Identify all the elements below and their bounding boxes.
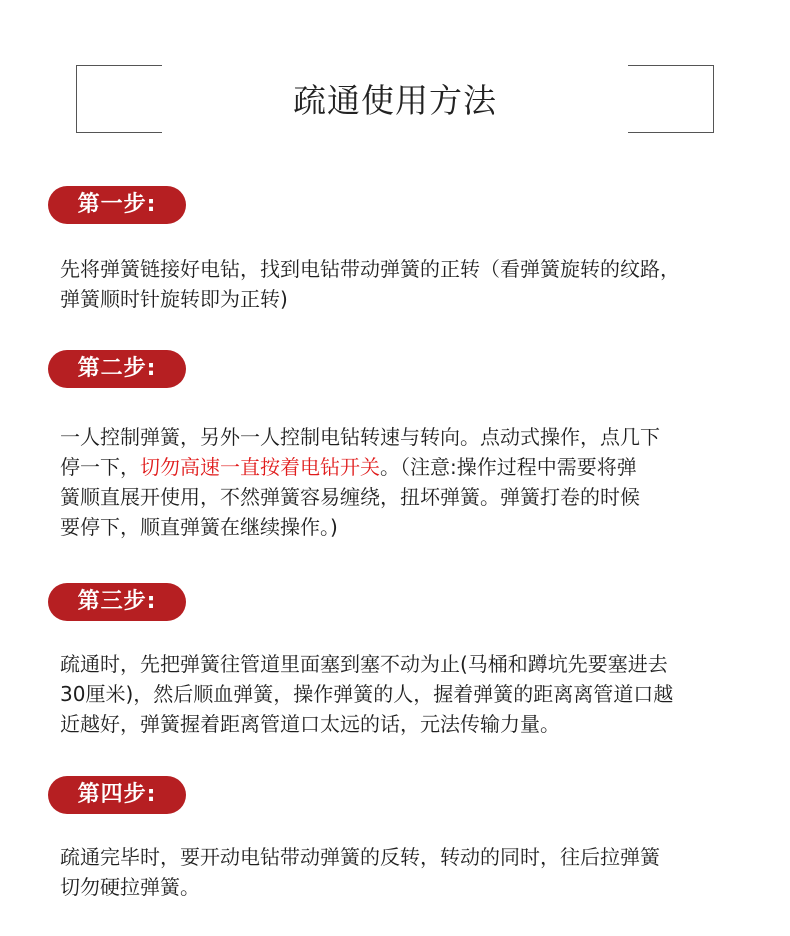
step-3-text xyxy=(60,649,780,739)
step-2-warning-text: 切勿高速一直按着电钻开关 xyxy=(140,455,380,479)
step-2-text xyxy=(60,422,780,542)
title-bracket-right xyxy=(628,65,714,133)
step-4-text-content: 疏通完毕时，要开动电钻带动弹簧的反转，转动的同时，往后拉弹簧 切勿硬拉弹簧。 xyxy=(60,845,660,899)
step-4-badge: 第四步: xyxy=(48,776,186,814)
step-2-text-before: 一人控制弹簧，另外一人控制电钻转速与转向。点动式操作，点几下 停一下， xyxy=(60,425,660,479)
step-1-text-content: 先将弹簧链接好电钻，找到电钻带动弹簧的正转（看弹簧旋转的纹路， 弹簧顺时针旋转即为正转) xyxy=(60,257,680,311)
step-3-text-content: 疏通时，先把弹簧往管道里面塞到塞不动为止(马桶和蹲坑先要塞进去 30厘米)，然后顺血弹簧，操作弹簧的人，握着弹簧的距离离管道口越 近越好，弹簧握着距离管道口太远的话，元法传输力量。 xyxy=(60,652,674,736)
step-2-badge: 第二步: xyxy=(48,350,186,388)
step-4-text xyxy=(60,842,780,902)
title-section xyxy=(0,0,790,160)
step-1-text xyxy=(60,254,780,314)
step-2-text-after: 。（注意:操作过程中需要将弹 簧顺直展开使用，不然弹簧容易缠绕，扭坏弹簧。弹簧打卷的时候 要停下，顺直弹簧在继续操作。) xyxy=(60,455,640,539)
step-3-badge: 第三步: xyxy=(48,583,186,621)
step-1-badge: 第一步: xyxy=(48,186,186,224)
page-title: 疏通使用方法 xyxy=(293,81,497,120)
